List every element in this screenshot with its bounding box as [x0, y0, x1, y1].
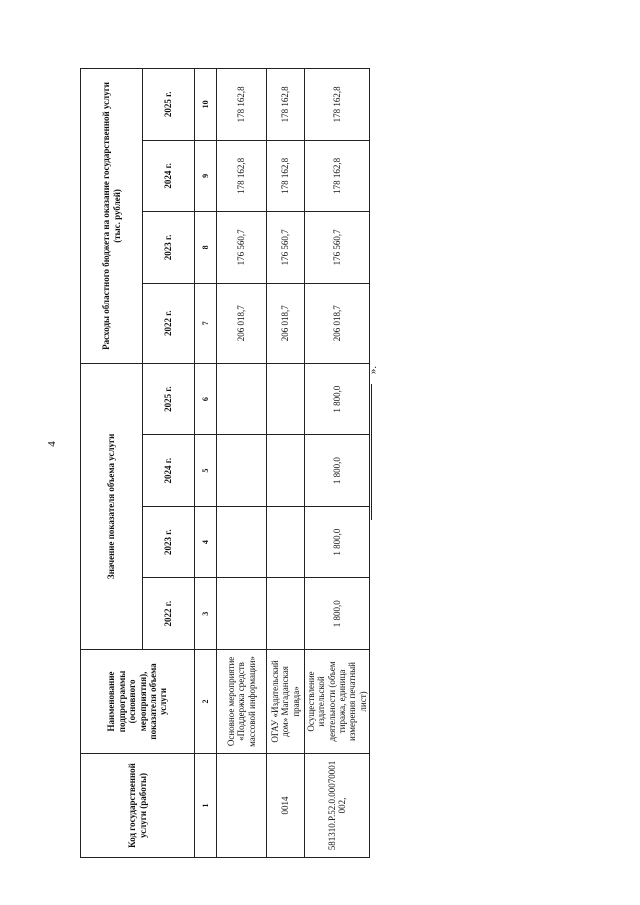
table-row — [217, 69, 267, 858]
table-row — [267, 69, 305, 858]
expense-table — [80, 68, 370, 858]
header-volume-year: 2023 г. — [143, 506, 195, 578]
cell-volume: 1 800,0 — [305, 435, 370, 507]
header-name: Наименование подпрограммы (основного мероприятия), показателя объема услуги — [81, 649, 195, 753]
cell-volume — [267, 435, 305, 507]
cell-expense: 176 560,7 — [305, 212, 370, 284]
header-expense-year: 2023 г. — [143, 212, 195, 284]
column-index: 8 — [195, 212, 217, 284]
cell-expense: 176 560,7 — [217, 212, 267, 284]
header-expense-year: 2022 г. — [143, 283, 195, 363]
column-index: 7 — [195, 283, 217, 363]
cell-expense: 178 162,8 — [267, 140, 305, 212]
header-volume-year: 2025 г. — [143, 363, 195, 435]
cell-expense: 178 162,8 — [305, 140, 370, 212]
column-index: 10 — [195, 69, 217, 141]
closing-quote: ». — [367, 365, 379, 375]
cell-volume — [267, 506, 305, 578]
cell-expense: 176 560,7 — [267, 212, 305, 284]
cell-code: 0014 — [267, 753, 305, 857]
cell-volume — [217, 578, 267, 650]
cell-volume: 1 800,0 — [305, 578, 370, 650]
cell-volume — [217, 506, 267, 578]
cell-expense: 178 162,8 — [267, 69, 305, 141]
header-volume-group: Значение показателя объема услуги — [81, 363, 143, 649]
cell-volume — [267, 578, 305, 650]
cell-expense: 206 018,7 — [305, 283, 370, 363]
cell-name: ОГАУ «Издательский дом» Магаданская правда» — [267, 649, 305, 753]
column-index: 5 — [195, 435, 217, 507]
header-expense-group: Расходы областного бюджета на оказание государственной услуги (тыс. рублей) — [81, 69, 143, 364]
column-index: 9 — [195, 140, 217, 212]
cell-volume — [217, 363, 267, 435]
page-number: 4 — [46, 441, 58, 447]
header-expense-year: 2024 г. — [143, 140, 195, 212]
header-volume-year: 2022 г. — [143, 578, 195, 650]
expense-table-wrapper — [80, 68, 368, 858]
cell-volume: 1 800,0 — [305, 363, 370, 435]
table-row — [305, 69, 370, 858]
cell-name: Осуществление издательской деятельности (объем тиража, единица измерения печатный лист) — [305, 649, 370, 753]
cell-volume: 1 800,0 — [305, 506, 370, 578]
cell-expense: 206 018,7 — [217, 283, 267, 363]
cell-expense: 178 162,8 — [305, 69, 370, 141]
index-row — [195, 69, 217, 858]
cell-volume — [217, 435, 267, 507]
header-volume-year: 2024 г. — [143, 435, 195, 507]
column-index: 3 — [195, 578, 217, 650]
cell-expense: 178 162,8 — [217, 69, 267, 141]
cell-code — [217, 753, 267, 857]
cell-volume — [267, 363, 305, 435]
column-index: 6 — [195, 363, 217, 435]
column-index: 1 — [195, 753, 217, 857]
cell-expense: 178 162,8 — [217, 140, 267, 212]
column-index: 2 — [195, 649, 217, 753]
header-expense-year: 2025 г. — [143, 69, 195, 141]
closing-line — [371, 384, 372, 520]
column-index: 4 — [195, 506, 217, 578]
header-code: Код государственной услуги (работы) — [81, 753, 195, 857]
cell-expense: 206 018,7 — [267, 283, 305, 363]
cell-code: 581310.Р.52.0.00070001 002, — [305, 753, 370, 857]
cell-name: Основное мероприятие «Поддержка средств массовой информации» — [217, 649, 267, 753]
